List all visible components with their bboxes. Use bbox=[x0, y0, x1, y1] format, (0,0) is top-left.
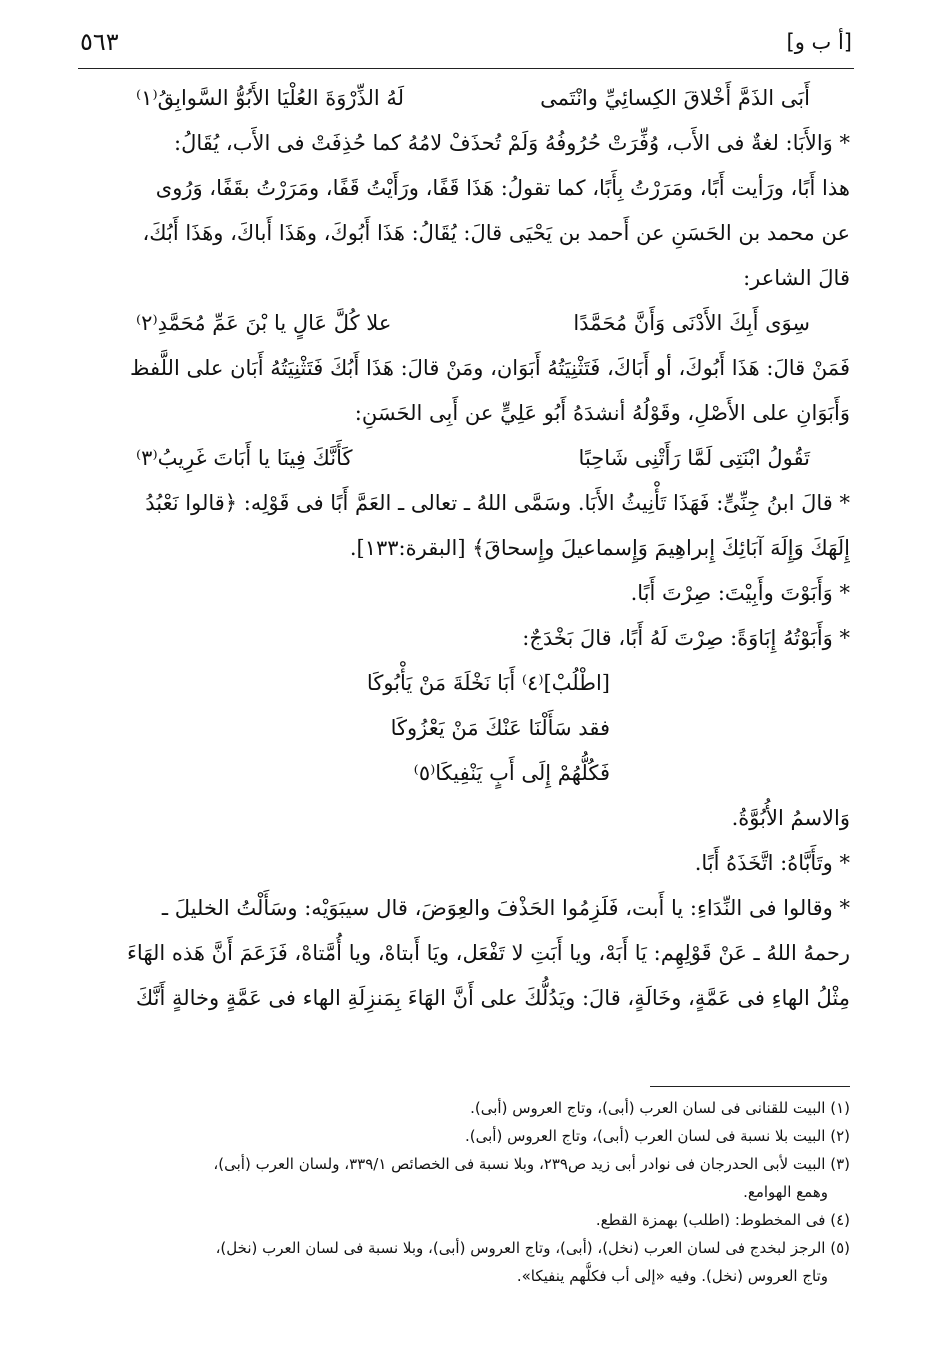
main-text bbox=[76, 76, 850, 1021]
page-number: ٥٦٣ bbox=[80, 28, 119, 56]
text-line: مِثْلُ الهاءِ فى عَمَّةٍ، وخَالَةٍ، قالَ: ويَدُلُّكَ على أَنَّ الهَاءَ بِمَنزِلَةِ الهاء فى عَمَّةٍ وخالةٍ أَنَّكَ bbox=[135, 986, 850, 1010]
running-header-title: [أ ب و] bbox=[786, 30, 852, 54]
page-header bbox=[80, 28, 852, 62]
verse-first-hemistich: تَقُولُ ابْنَتِى لَمَّا رَأَتْنِى شَاحِبًا bbox=[578, 446, 810, 470]
footnote-divider bbox=[650, 1086, 850, 1087]
text-line: * وَأَبَوْتَ وأَبِيْتَ: صِرْتَ أَبًا. bbox=[630, 581, 850, 605]
verse-second-hemistich: لَهُ الذِّرْوَةَ العُلْيَا الأَبُوُّ السَّوابِقُ⁽١⁾ bbox=[136, 86, 405, 110]
text-line: * قالَ ابنُ جِنِّىٍّ: فَهَذَا تَأْنِيثُ الأَبَا. وسَمَّى اللهُ ـ تعالى ـ العَمَّ أَبًا فى قَوْلِه: ﴿قالوا نَعْبُدُ bbox=[145, 491, 850, 515]
footnote: (٥) الرجز لبخدج فى لسان العرب (نخل)، (أبى)، وتاج العروس (أبى)، وبلا نسبة فى لسان العرب (نخل)، bbox=[215, 1239, 850, 1257]
footnote-continuation: وهمع الهوامع. bbox=[743, 1183, 828, 1201]
text-line: إِلَهَكَ وَإِلَهَ آبَائِكَ إِبراهِيمَ وَإِسماعيلَ وإِسحاقَ﴾ [البقرة:١٣٣]. bbox=[349, 536, 850, 560]
footnote: (٢) البيت بلا نسبة فى لسان العرب (أبى)، وتاج العروس (أبى). bbox=[465, 1127, 850, 1145]
footnote: (١) البيت للقنانى فى لسان العرب (أبى)، وتاج العروس (أبى). bbox=[470, 1099, 850, 1117]
poetry-verse bbox=[76, 301, 850, 346]
text-line: * وَأَبَوْتُهُ إِبَاوَةً: صِرْتَ لَهُ أَبًا، قالَ بَخْدَجٌ: bbox=[522, 626, 850, 650]
text-line: وَالاسمُ الأُبُوَّةُ. bbox=[731, 806, 850, 830]
poetry-verse bbox=[76, 76, 850, 121]
text-line: وَأَبَوَانِ على الأَصْلِ، وقَوْلُهُ أنشدَهُ أَبُو عَلِيٍّ عن أَبِى الحَسَنِ: bbox=[354, 401, 850, 425]
text-line: رحمهُ اللهُ ـ عَنْ قَوْلِهِم: يَا أَبَهْ، ويا أَبَتِ لا تَفْعَل، ويَا أَبتاهْ، ويا أُمَّتاهْ، فَزَعَمَ أَنَّ هَذه الهَاءَ bbox=[127, 941, 850, 965]
header-divider bbox=[78, 68, 854, 69]
rajaz-line: فَكُلُّهُمْ إِلَى أَبٍ يَنْفِيكَا⁽٥⁾ bbox=[413, 761, 610, 785]
rajaz-line: فقد سَأَلْنَا عَنْكَ مَنْ يَعْزُوكَا bbox=[390, 716, 610, 740]
text-line: هذا أَبًا، ورَأيت أَبًا، ومَرَرْتُ بِأَبًا، كما تقولُ: هَذَا قَفًا، ورَأَيْتُ قَفًا، ومَرَرْتُ بقَفًا، وَرُوى bbox=[155, 176, 850, 200]
text-line: * وَالأَبَا: لغةٌ فى الأَب، وُفِّرَتْ حُرُوفُهُ وَلَمْ تُحذَفْ لامُهُ كما حُذِفَتْ فى الأَب، يُقَالُ: bbox=[174, 131, 850, 155]
text-line: * وتَأَبَّاهُ: اتَّخَذَهُ أَبًا. bbox=[694, 851, 850, 875]
verse-second-hemistich: علا كُلَّ عَالٍ يا بْنَ عَمِّ مُحَمَّدِ⁽٢⁾ bbox=[136, 311, 392, 335]
text-line: عن محمد بن الحَسَنِ عن أَحمد بن يَحْيَى قالَ: يُقَالُ: هَذَا أَبُوكَ، وهَذَا أَباكَ، وهَذَا أَبُكَ، bbox=[142, 221, 850, 245]
text-line: قالَ الشاعر: bbox=[743, 266, 850, 290]
rajaz-line: [اطْلُبْ]⁽٤⁾ أَبَا نَخْلَةَ مَنْ يَأْبُوكَا bbox=[366, 671, 610, 695]
footnotes bbox=[80, 1094, 850, 1290]
footnote-continuation: وتاج العروس (نخل). وفيه «إلى أب فكلُّهم ينفيكا». bbox=[516, 1267, 828, 1285]
footnote: (٣) البيت لأبى الحدرجان فى نوادر أبى زيد ص٢٣٩، وبلا نسبة فى الخصائص ٣٣٩/١، ولسان العرب (أبى)، bbox=[213, 1155, 850, 1173]
text-line: فَمَنْ قالَ: هَذَا أَبُوكَ، أو أَبَاكَ، فَتَثْنِيَتُهُ أَبَوَان، ومَنْ قالَ: هَذَا أَبُكَ فَتَثْنِيَتُهُ أَبَان على اللَّفظ bbox=[130, 356, 850, 380]
verse-first-hemistich: سِوَى أَبِكَ الأَدْنَى وَأَنَّ مُحَمَّدًا bbox=[573, 311, 810, 335]
footnote: (٤) فى المخطوط: (اطلب) بهمزة القطع. bbox=[595, 1211, 850, 1229]
verse-second-hemistich: كَأَنَّكَ فِينَا يا أَبَاتَ غَرِيبُ⁽٣⁾ bbox=[136, 446, 353, 470]
verse-first-hemistich: أَبَى الذَمَّ أَخْلاقَ الكِسائِيِّ وانْتَمى bbox=[540, 86, 810, 110]
poetry-verse bbox=[76, 436, 850, 481]
text-line: * وقالوا فى النِّدَاءِ: يا أَبت، فَلَزِمُوا الحَذْفَ والعِوَضَ، قال سيبَوَيْه: وسَأَلْتُ الخليلَ ـ bbox=[161, 896, 850, 920]
